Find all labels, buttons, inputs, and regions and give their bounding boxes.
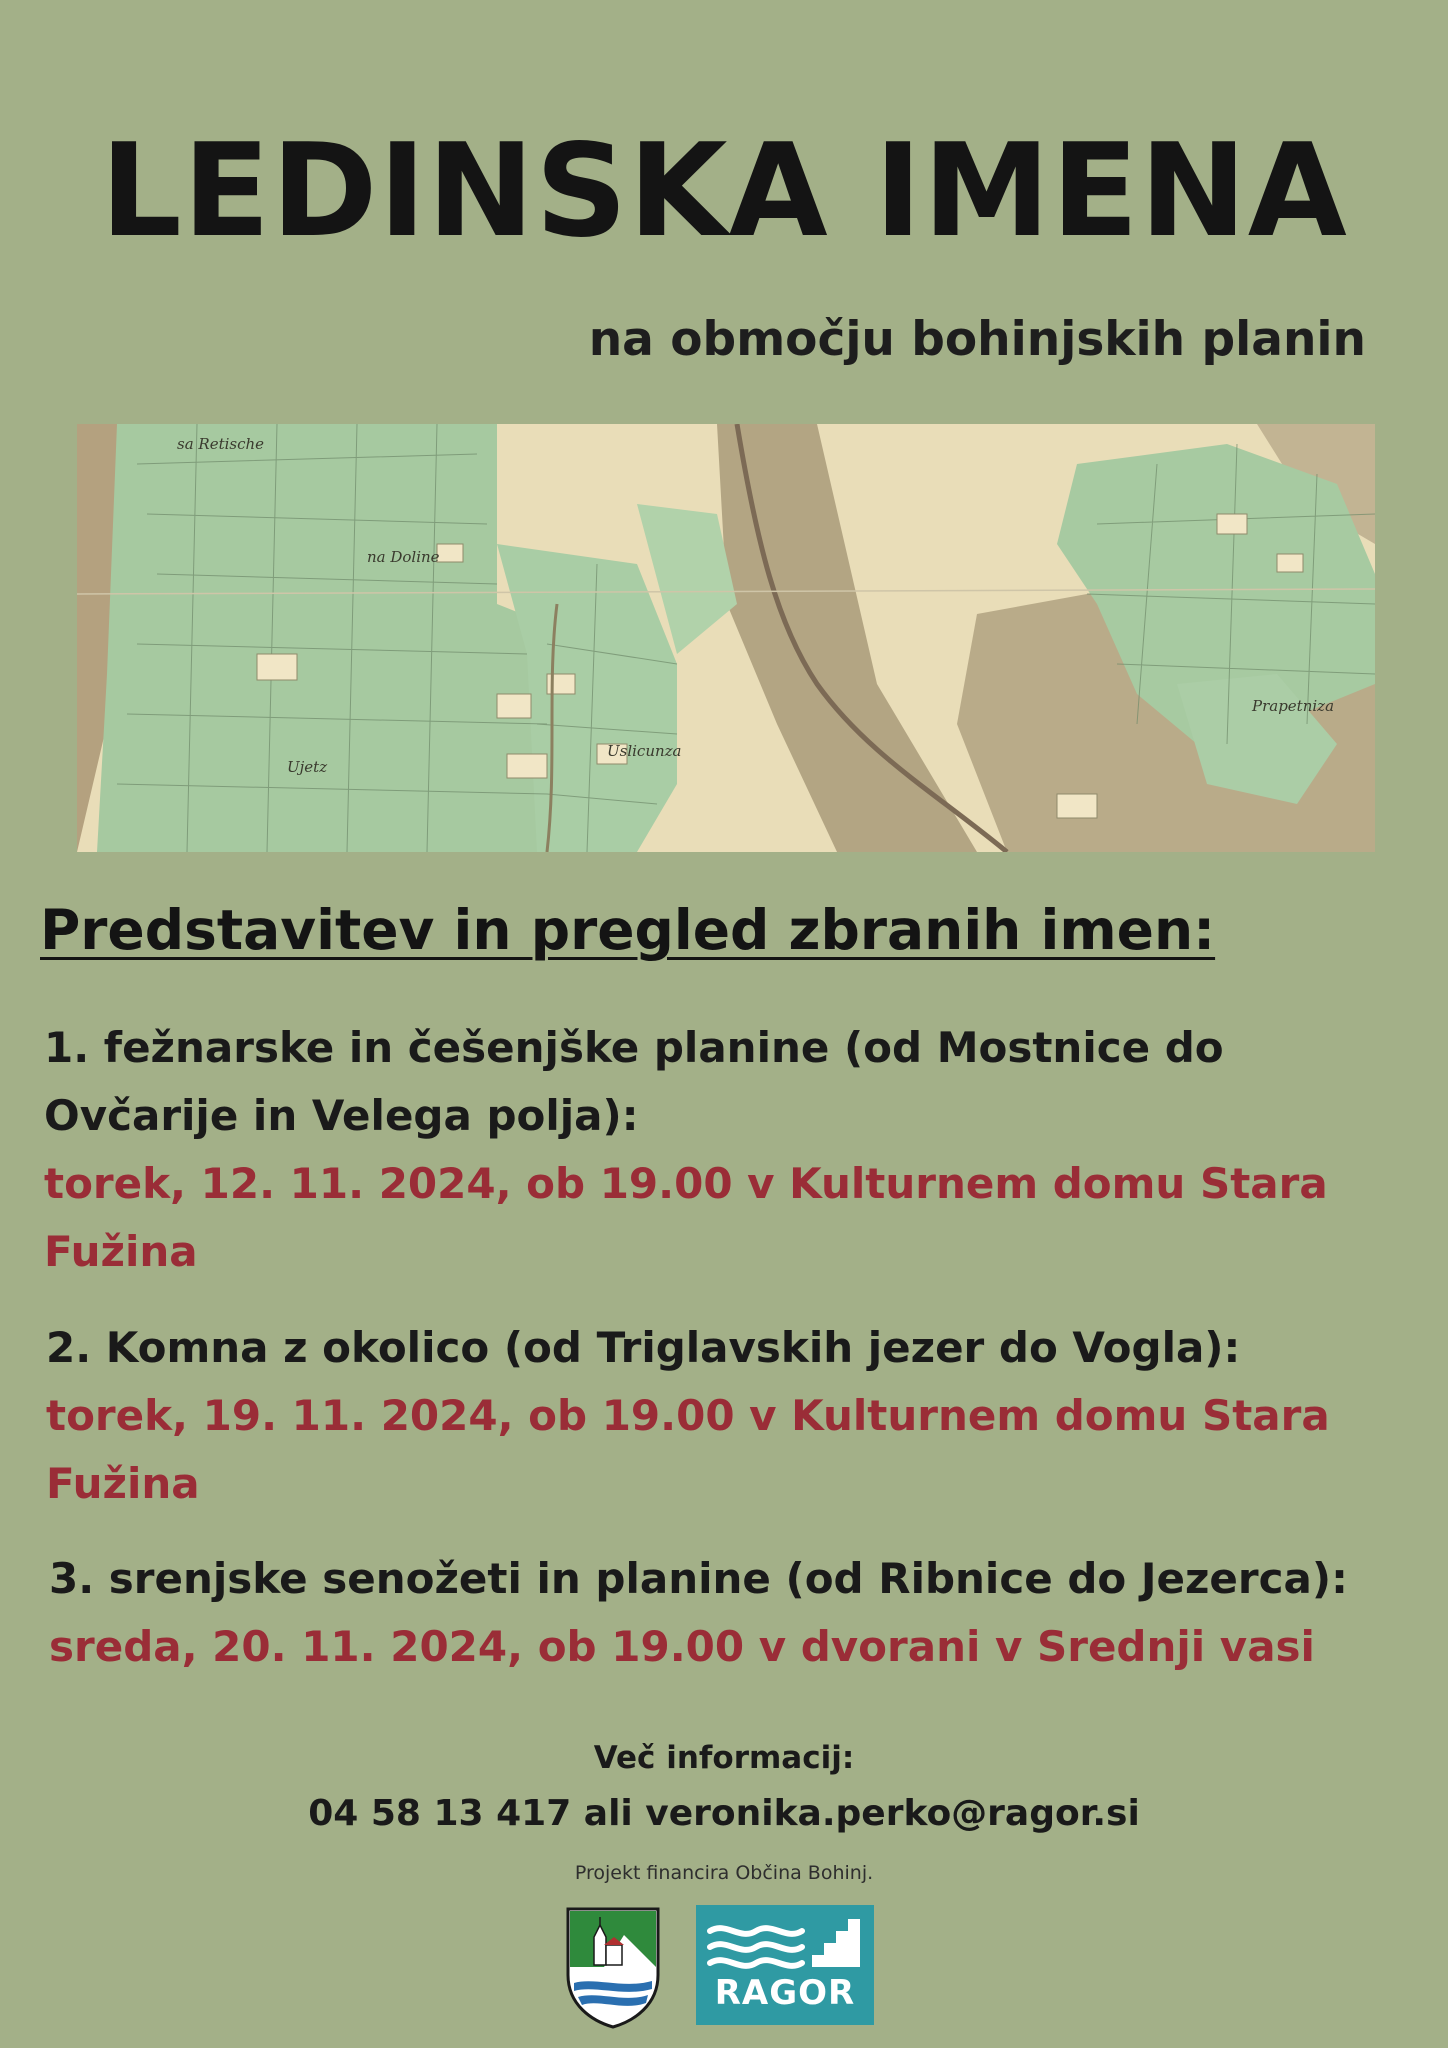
poster-title: LEDINSKA IMENA bbox=[100, 117, 1348, 266]
funding-note: Projekt financira Občina Bohinj. bbox=[574, 1862, 874, 1884]
poster-subtitle: na območju bohinjskih planin bbox=[588, 312, 1366, 367]
map-label-ujetz: Ujetz bbox=[287, 758, 328, 776]
contact-label: Več informacij: bbox=[593, 1740, 855, 1776]
ragor-logo-text: RAGOR bbox=[714, 1973, 856, 2013]
program-heading: Predstavitev in pregled zbranih imen: bbox=[40, 898, 1216, 962]
map-label-prapetniza: Prapetniza bbox=[1252, 697, 1335, 715]
cadastral-map-image bbox=[77, 424, 1375, 852]
map-label-doline: na Doline bbox=[367, 548, 440, 566]
event-item-3 bbox=[49, 1545, 1429, 1681]
event-1-datetime: torek, 12. 11. 2024, ob 19.00 v Kulturnem domu Stara Fužina bbox=[44, 1159, 1328, 1276]
event-2-datetime: torek, 19. 11. 2024, ob 19.00 v Kulturnem domu Stara Fužina bbox=[46, 1391, 1330, 1508]
map-label-retische: sa Retische bbox=[177, 435, 265, 453]
ragor-logo bbox=[696, 1905, 874, 2025]
event-2-description: 2. Komna z okolico (od Triglavskih jezer do Vogla): bbox=[46, 1323, 1241, 1372]
event-item-2 bbox=[46, 1314, 1426, 1518]
contact-details: 04 58 13 417 ali veronika.perko@ragor.si bbox=[308, 1793, 1140, 1834]
event-1-description: 1. fežnarske in češenjške planine (od Mostnice do Ovčarije in Velega polja): bbox=[44, 1023, 1224, 1140]
map-label-uslicunza: Uslicunza bbox=[607, 742, 682, 760]
event-3-description: 3. srenjske senožeti in planine (od Ribnice do Jezerca): bbox=[49, 1554, 1348, 1603]
event-3-datetime: sreda, 20. 11. 2024, ob 19.00 v dvorani v Srednji vasi bbox=[49, 1622, 1315, 1671]
event-item-1 bbox=[44, 1014, 1424, 1286]
obcina-bohinj-crest-logo bbox=[564, 1905, 662, 2029]
